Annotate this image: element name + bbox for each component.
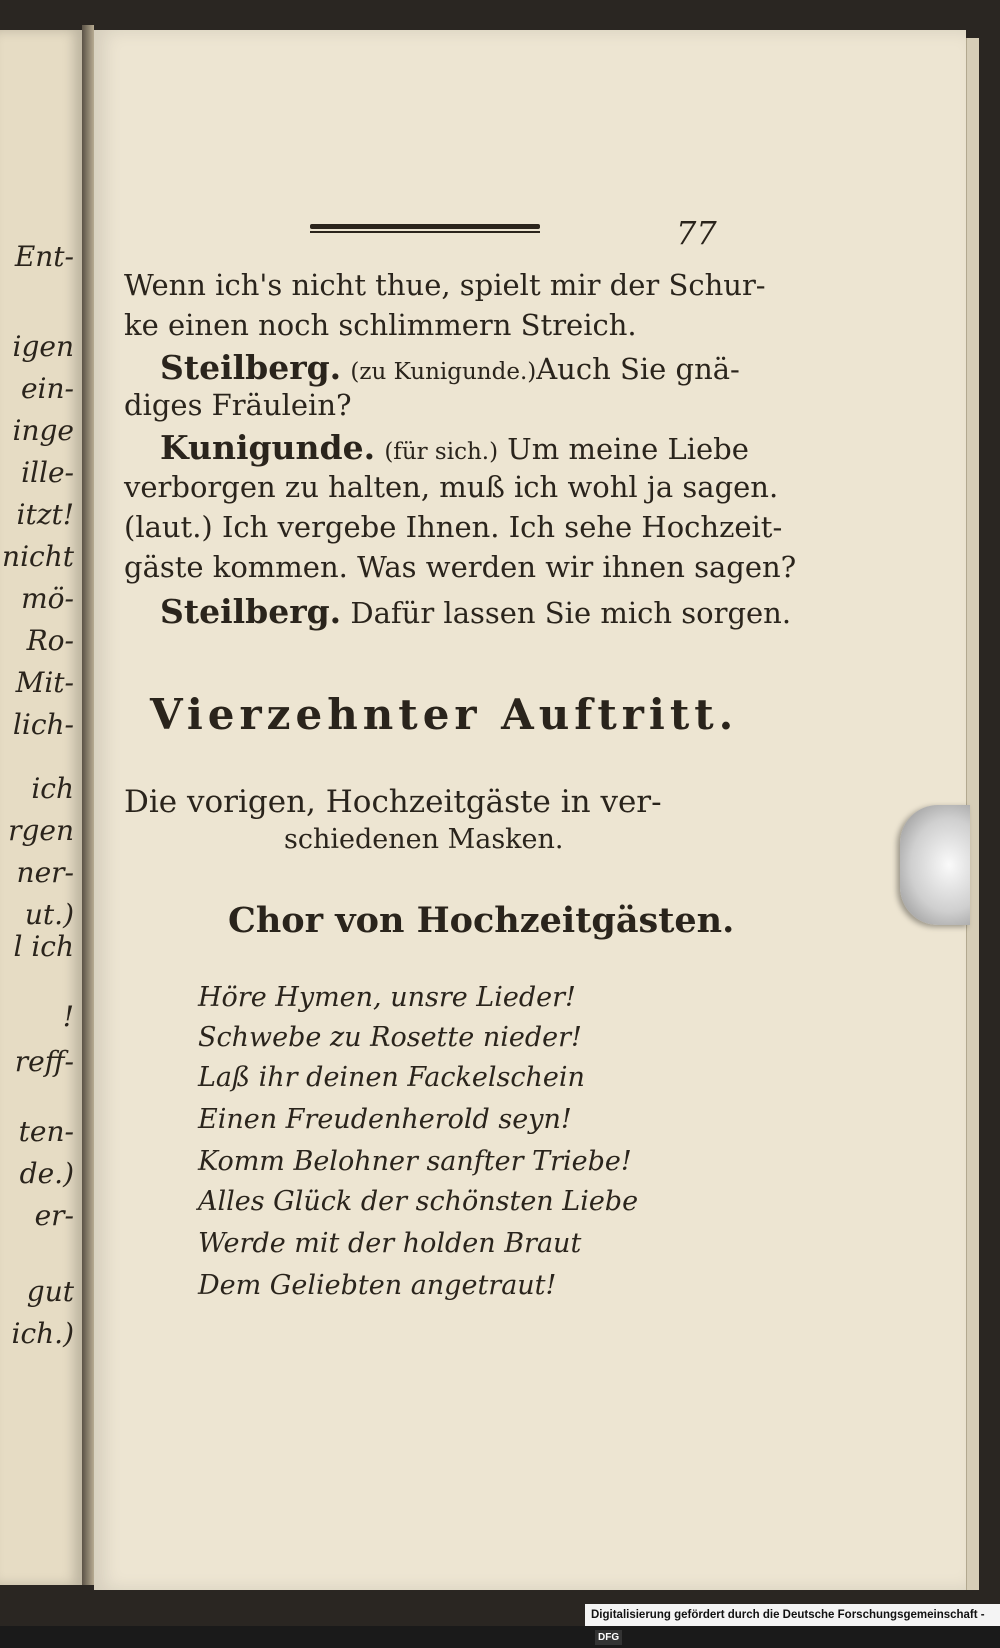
verse-line: Dem Geliebten angetraut! xyxy=(198,1270,557,1301)
page-number: 77 xyxy=(676,214,717,252)
speech-text: Um meine Liebe xyxy=(507,432,749,466)
previous-page-edge xyxy=(0,30,83,1585)
prev-fragment: ten- xyxy=(18,1115,74,1148)
speech-text: Dafür lassen Sie mich sorgen. xyxy=(350,596,792,630)
prev-fragment: inge xyxy=(12,414,74,447)
verse-line: Laß ihr deinen Fackelschein xyxy=(198,1062,585,1093)
prev-fragment: ich.) xyxy=(11,1317,74,1350)
prev-fragment: rgen xyxy=(8,814,74,847)
prev-fragment: ! xyxy=(62,1000,74,1033)
prev-fragment: Ent- xyxy=(14,240,74,273)
book-gutter xyxy=(82,25,94,1585)
prev-fragment: Mit- xyxy=(15,666,74,699)
footer-text: Digitalisierung gefördert durch die Deutsche Forschungsgemeinschaft - xyxy=(591,1609,985,1621)
text-line: verborgen zu halten, muß ich wohl ja sagen. xyxy=(124,470,779,504)
speech-line xyxy=(160,348,740,387)
dfg-logo: DFG xyxy=(595,1630,622,1645)
verse-line: Werde mit der holden Braut xyxy=(198,1228,582,1259)
speech-line xyxy=(160,428,749,467)
prev-fragment: ille- xyxy=(21,456,74,489)
prev-fragment: gut xyxy=(26,1275,74,1308)
scene-persons: schiedenen Masken. xyxy=(284,824,564,855)
text-line: ke einen noch schlimmern Streich. xyxy=(124,308,637,342)
verse-line: Höre Hymen, unsre Lieder! xyxy=(198,982,576,1013)
footer-banner xyxy=(585,1604,1000,1643)
speaker-name: Steilberg. xyxy=(160,592,342,631)
stage-direction: (zu Kunigunde.) xyxy=(350,359,537,385)
text-line: gäste kommen. Was werden wir ihnen sagen? xyxy=(124,550,797,584)
prev-fragment: igen xyxy=(12,330,74,363)
verse-line: Schwebe zu Rosette nieder! xyxy=(198,1022,582,1053)
text-line: (laut.) Ich vergebe Ihnen. Ich sehe Hochzeit- xyxy=(124,510,783,544)
scene-title: Vierzehnter Auftritt. xyxy=(150,690,739,739)
prev-fragment: ut.) xyxy=(24,898,74,931)
prev-fragment: nicht xyxy=(2,540,74,573)
stage-direction: (für sich.) xyxy=(384,439,499,465)
scene-persons: Die vorigen, Hochzeitgäste in ver- xyxy=(124,784,662,820)
page-clip xyxy=(900,805,970,925)
header-rule xyxy=(310,224,540,229)
prev-fragment: lich- xyxy=(12,708,74,741)
prev-fragment: reff- xyxy=(14,1045,74,1078)
verse-line: Einen Freudenherold seyn! xyxy=(198,1104,572,1135)
header-rule xyxy=(310,231,540,233)
prev-fragment: mö- xyxy=(21,582,74,615)
chorus-title: Chor von Hochzeitgästen. xyxy=(228,900,735,941)
verse-line: Komm Belohner sanfter Triebe! xyxy=(198,1146,632,1177)
prev-fragment: l ich xyxy=(13,930,74,963)
speech-text: Auch Sie gnä- xyxy=(536,352,740,386)
speech-line xyxy=(160,592,791,631)
text-line: diges Fräulein? xyxy=(124,388,352,422)
prev-fragment: ein- xyxy=(20,372,74,405)
speaker-name: Kunigunde. xyxy=(160,428,376,467)
prev-fragment: de.) xyxy=(19,1157,74,1190)
text-line: Wenn ich's nicht thue, spielt mir der Schur- xyxy=(124,268,766,302)
prev-fragment: itzt! xyxy=(16,498,74,531)
speaker-name: Steilberg. xyxy=(160,348,342,387)
prev-fragment: Ro- xyxy=(26,624,74,657)
verse-line: Alles Glück der schönsten Liebe xyxy=(198,1186,639,1217)
prev-fragment: ich xyxy=(31,772,74,805)
prev-fragment: ner- xyxy=(16,856,74,889)
prev-fragment: er- xyxy=(34,1199,74,1232)
